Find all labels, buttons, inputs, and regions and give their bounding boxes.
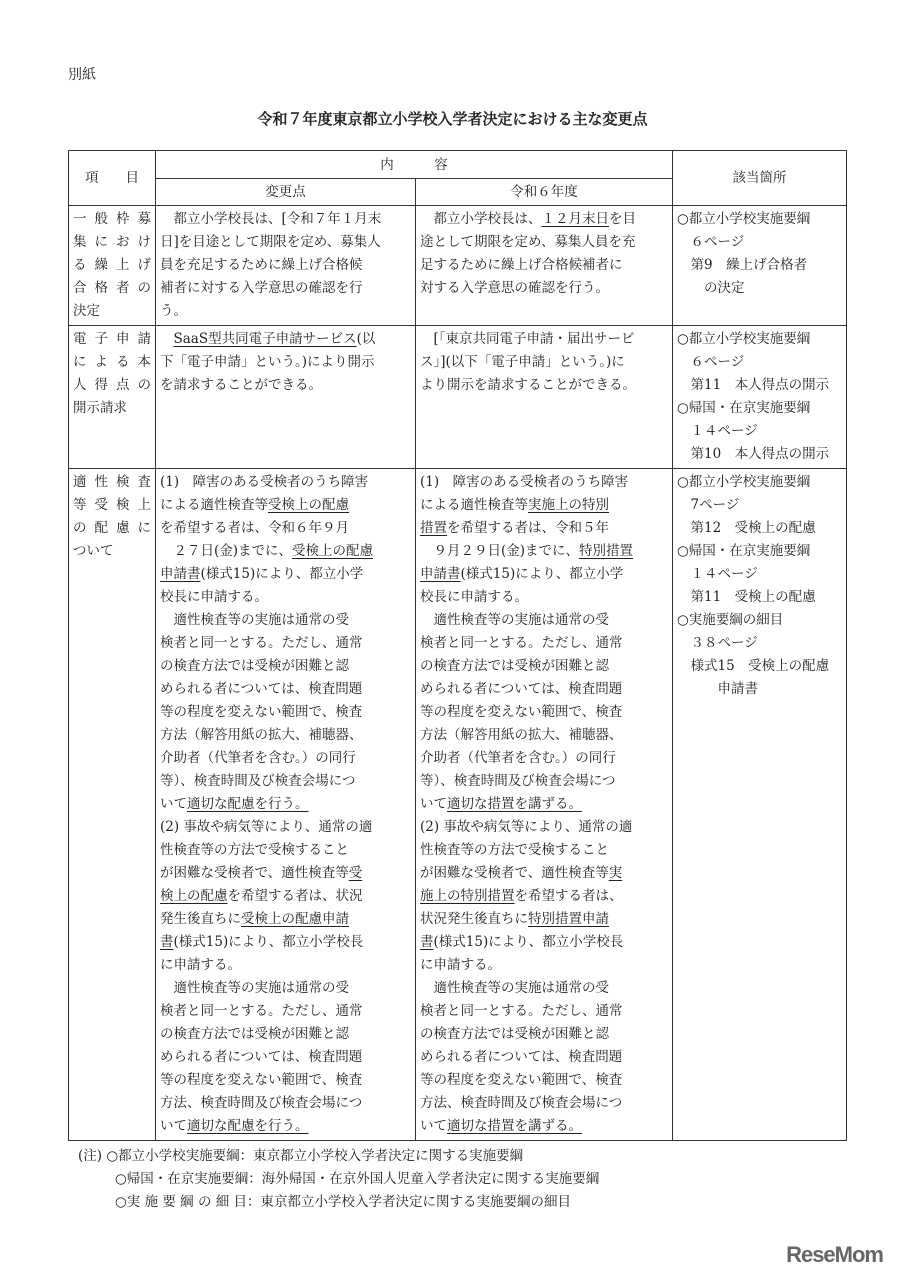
text-line: められる者については、検査問題 [160, 681, 363, 697]
note-3: ○実 施 要 綱 の 細 目：東京都立小学校入学者決定に関する実施要綱の細目 [115, 1194, 572, 1210]
row-reference [673, 206, 847, 326]
text-line: 性検査等の方法で受検すること [160, 842, 349, 858]
attachment-label: 別紙 [68, 67, 96, 83]
table-row [69, 326, 847, 469]
text-line: 適性検査等の実施は通常の受 [160, 980, 349, 996]
row-change [156, 469, 416, 1141]
text-line: いて適切な措置を講ずる。 [420, 1118, 582, 1134]
text-line: 検者と同一とする。ただし、通常 [160, 635, 363, 651]
text-line: (1) 障害のある受検者のうち障害 [160, 474, 369, 490]
row-prev-year [416, 206, 673, 326]
text-line: ３８ページ [677, 635, 758, 651]
text-line: ２７日(金)までに、受検上の配慮 [160, 543, 374, 559]
text-line: 等の程度を変えない範囲で、検査 [420, 704, 623, 720]
text-line: められる者については、検査問題 [420, 681, 623, 697]
text-line: 等）、検査時間及び検査会場につ [160, 773, 356, 789]
row-reference [673, 469, 847, 1141]
text-line: 一般枠募 [73, 211, 151, 227]
text-line: [「東京共同電子申請・届出サービ [420, 331, 635, 347]
header-reference: 該当箇所 [673, 151, 847, 206]
text-line: を請求することができる。 [160, 377, 322, 393]
text-line: より開示を請求することができる。 [420, 377, 636, 393]
text-line: いて適切な配慮を行う。 [160, 1118, 309, 1134]
text-line: 方法（解答用紙の拡大、補聴器、 [420, 727, 623, 743]
text-line: 7ページ [677, 497, 740, 513]
text-line: ○都立小学校実施要綱 [677, 474, 811, 490]
row-item [69, 206, 156, 326]
text-line: 等）、検査時間及び検査会場につ [420, 773, 616, 789]
text-line: が困難な受検者で、適性検査等実 [420, 865, 623, 881]
table-row [69, 206, 847, 326]
text-line: 校長に申請する。 [420, 589, 528, 605]
text-line: 施上の特別措置を希望する者は、 [420, 888, 623, 904]
text-line: 状況発生後直ちに特別措置申請 [420, 911, 609, 927]
header-content: 内 容 [156, 151, 673, 179]
text-line: 第10 本人得点の開示 [677, 446, 830, 462]
text-line: の配慮に [73, 520, 151, 536]
text-line: 補者に対する入学意思の確認を行 [160, 280, 363, 296]
text-line: 方法、検査時間及び検査会場につ [160, 1095, 363, 1111]
text-line: ついて [73, 543, 114, 559]
text-line: 介助者（代筆者を含む。）の同行 [160, 750, 356, 766]
text-line: 方法（解答用紙の拡大、補聴器、 [160, 727, 363, 743]
text-line: ス」](以下「電子申請」という。)に [420, 354, 625, 370]
text-line: 方法、検査時間及び検査会場につ [420, 1095, 623, 1111]
table-row [69, 469, 847, 1141]
row-reference [673, 326, 847, 469]
text-line: ○帰国・在京実施要綱 [677, 400, 811, 416]
changes-table [68, 150, 847, 1141]
text-line: (2) 事故や病気等により、通常の適 [420, 819, 633, 835]
text-line: められる者については、検査問題 [420, 1049, 623, 1065]
text-line: る繰上げ [73, 257, 151, 273]
text-line: 書(様式15)により、都立小学校長 [420, 934, 624, 950]
text-line: 下「電子申請」という。)により開示 [160, 354, 375, 370]
text-line: 発生後直ちに受検上の配慮申請 [160, 911, 349, 927]
text-line: １４ページ [677, 423, 758, 439]
text-line: 足するために繰上げ合格候補者に [420, 257, 623, 273]
text-line: 適性検査等の実施は通常の受 [420, 612, 609, 628]
text-line: SaaS型共同電子申請サービス(以 [173, 331, 376, 347]
text-line: 開示請求 [73, 400, 127, 416]
note-2: ○帰国・在京実施要綱：海外帰国・在京外国人児童入学者決定に関する実施要綱 [115, 1171, 600, 1187]
text-line: 介助者（代筆者を含む。）の同行 [420, 750, 616, 766]
text-line: に申請する。 [160, 957, 241, 973]
notes [68, 1145, 858, 1214]
text-line: 措置を希望する者は、令和５年 [420, 520, 609, 536]
text-line: 適性検査等の実施は通常の受 [160, 612, 349, 628]
text-line: 様式15 受検上の配慮 [677, 658, 830, 674]
text-line: 第11 受検上の配慮 [677, 589, 816, 605]
text-line: 適性検査等の実施は通常の受 [420, 980, 609, 996]
text-line: 検者と同一とする。ただし、通常 [420, 1003, 623, 1019]
text-line: 第9 繰上げ合格者 [677, 257, 808, 273]
header-prev-year: 令和６年度 [416, 179, 673, 206]
row-prev-year [416, 326, 673, 469]
text-line: ９月２９日(金)までに、特別措置 [420, 543, 634, 559]
text-line: の検査方法では受検が困難と認 [420, 658, 609, 674]
text-line: が困難な受検者で、適性検査等受 [160, 865, 363, 881]
text-line: 検者と同一とする。ただし、通常 [420, 635, 623, 651]
document-title: 令和７年度東京都立小学校入学者決定における主な変更点 [257, 110, 648, 128]
text-line: 等の程度を変えない範囲で、検査 [160, 704, 363, 720]
header-item: 項 目 [69, 151, 156, 206]
text-line: 第12 受検上の配慮 [677, 520, 816, 536]
text-line: による本 [73, 354, 151, 370]
text-line: 検上の配慮を希望する者は、状況 [160, 888, 363, 904]
header-change: 変更点 [156, 179, 416, 206]
text-line: 検者と同一とする。ただし、通常 [160, 1003, 363, 1019]
text-line: 決定 [73, 303, 100, 319]
text-line: 都立小学校長は、[令和７年１月末 [160, 211, 382, 227]
text-line: ○都立小学校実施要綱 [677, 331, 811, 347]
text-line: 対する入学意思の確認を行う。 [420, 280, 609, 296]
text-line: う。 [160, 303, 187, 319]
document-body [68, 150, 858, 1214]
text-line: を希望する者は、令和６年９月 [160, 520, 349, 536]
text-line: ６ページ [677, 354, 745, 370]
text-line: ６ページ [677, 234, 745, 250]
note-1: (注) ○都立小学校実施要綱：東京都立小学校入学者決定に関する実施要綱 [78, 1148, 524, 1164]
text-line: 人得点の [73, 377, 151, 393]
text-line: による適性検査等受検上の配慮 [160, 497, 349, 513]
text-line: 等受検上 [73, 497, 151, 513]
text-line: 等の程度を変えない範囲で、検査 [160, 1072, 363, 1088]
row-item [69, 326, 156, 469]
text-line: による適性検査等実施上の特別 [420, 497, 609, 513]
resemom-watermark-logo: ReseMom [786, 1242, 883, 1267]
text-line: 第11 本人得点の開示 [677, 377, 830, 393]
text-line: められる者については、検査問題 [160, 1049, 363, 1065]
text-line: (2) 事故や病気等により、通常の適 [160, 819, 373, 835]
row-change [156, 326, 416, 469]
text-line: 集におけ [73, 234, 151, 250]
text-line: １４ページ [677, 566, 758, 582]
text-line: いて適切な措置を講ずる。 [420, 796, 582, 812]
row-change [156, 206, 416, 326]
text-line: いて適切な配慮を行う。 [160, 796, 309, 812]
text-line: 申請書(様式15)により、都立小学 [420, 566, 624, 582]
text-line: 申請書 [677, 681, 758, 697]
text-line: 適性検査 [73, 474, 151, 490]
text-line: の検査方法では受検が困難と認 [420, 1026, 609, 1042]
text-line: ○実施要綱の細目 [677, 612, 784, 628]
text-line: 性検査等の方法で受検すること [420, 842, 609, 858]
text-line: 都立小学校長は、１２月末日を目 [420, 211, 636, 227]
text-line: 書(様式15)により、都立小学校長 [160, 934, 364, 950]
text-line: (1) 障害のある受検者のうち障害 [420, 474, 629, 490]
text-line: 電子申請 [73, 331, 151, 347]
text-line: に申請する。 [420, 957, 501, 973]
text-line: 合格者の [73, 280, 151, 296]
text-line: の決定 [677, 280, 745, 296]
text-line: ○都立小学校実施要綱 [677, 211, 811, 227]
text-line: 申請書(様式15)により、都立小学 [160, 566, 364, 582]
text-line: 校長に申請する。 [160, 589, 268, 605]
row-prev-year [416, 469, 673, 1141]
text-line: ○帰国・在京実施要綱 [677, 543, 811, 559]
text-line: の検査方法では受検が困難と認 [160, 1026, 349, 1042]
row-item [69, 469, 156, 1141]
text-line: 途として期限を定め、募集人員を充 [420, 234, 636, 250]
text-line: 員を充足するために繰上げ合格候 [160, 257, 363, 273]
text-line: の検査方法では受検が困難と認 [160, 658, 349, 674]
text-line: 日]を目途として期限を定め、募集人 [160, 234, 381, 250]
text-line: 等の程度を変えない範囲で、検査 [420, 1072, 623, 1088]
